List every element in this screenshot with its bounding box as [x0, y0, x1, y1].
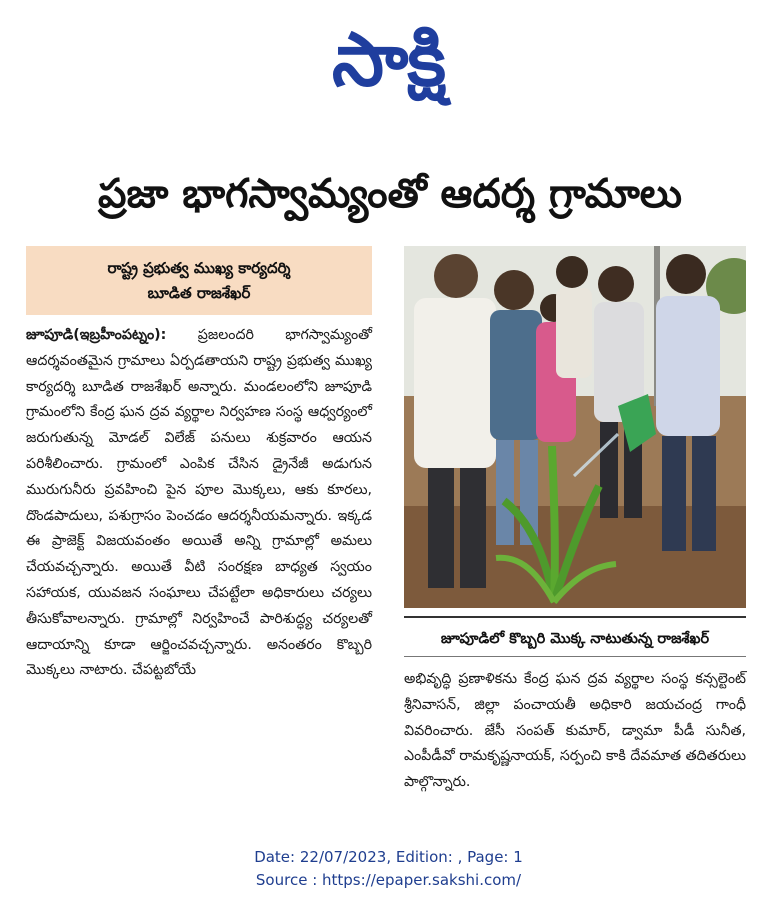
- caption-divider: [404, 656, 746, 657]
- photo-illustration: [404, 246, 746, 608]
- article-body-right: అభివృద్ధి ప్రణాళికను కేంద్ర ఘన ద్రవ వ్యర్థాల సంస్థ కన్సల్టెంట్ శ్రీనివాసన్, జిల్లా పంచాయతీ అధికారి జయచంద్ర గాంధీ వివరించారు. జేసీ సంపత్ కుమార్, డ్వామా పీడీ సునీత, ఎంపీడీవో రామకృష్ణనాయక్, సర్పంచి కాకి దేవమాత తదితరులు పాల్గొన్నారు.: [404, 671, 746, 791]
- article-subhead: [26, 246, 372, 315]
- article-body-left-text: ప్రజలందరి భాగస్వామ్యంతో ఆదర్శవంతమైన గ్రామాలు ఏర్పడతాయని రాష్ట్ర ప్రభుత్వ ముఖ్య కార్యదర్శి బూడిత రాజశేఖర్ అన్నారు. మండలంలోని జూపూడి గ్రామంలోని కేంద్ర ఘన ద్రవ వ్యర్థాల నిర్వహణ సంస్థ ఆధ్వర్యంలో జరుగుతున్న మోడల్ విలేజ్ పనులు శుక్రవారం ఆయన పరిశీలించారు. గ్రామంలో ఎంపిక చేసిన డ్రైనేజీ అడుగున మురుగునీరు ప్రవహించి పైన పూల మొక్కలు, ఆకు కూరలు, దొండపాదులు, పశుగ్రాసం పెంచడం ఆదర్శనీయమన్నారు. ఇక్కడ ఈ ప్రాజెక్ట్ విజయవంతం అయితే అన్ని గ్రామాల్లో అమలు చేయవచ్చన్నారు. అయితే వీటి సంరక్షణ బాధ్యత స్వయం సహాయక, యువజన సంఘాలు చేపట్టేలా అధికారులు చర్యలు తీసుకోవాలన్నారు. గ్రామాల్లో నిర్వహించే పారిశుద్ధ్య చర్యలతో ఆదాయాన్ని కూడా ఆర్జించవచ్చన్నారు. అనంతరం కొబ్బరి మొక్కలు నాటారు. చేపట్టబోయే: [26, 327, 372, 679]
- article-dateline: జూపూడి(ఇబ్రహీంపట్నం):: [26, 327, 167, 343]
- left-column: [26, 246, 372, 684]
- right-column: [404, 246, 746, 796]
- article-body-left: [26, 323, 372, 684]
- article-headline: ప్రజా భాగస్వామ్యంతో ఆదర్శ గ్రామాలు: [98, 171, 682, 217]
- subhead-line-name: బూడిత రాజశేఖర్: [147, 284, 251, 302]
- article-photo: [404, 246, 746, 608]
- subhead-line-title: రాష్ట్ర ప్రభుత్వ ముఖ్య కార్యదర్శి: [107, 259, 291, 277]
- footer-info: [0, 846, 777, 892]
- photo-caption: జూపూడిలో కొబ్బరి మొక్క నాటుతున్న రాజశేఖర్: [404, 616, 746, 650]
- masthead: [0, 10, 777, 110]
- footer-date-line: Date: 22/07/2023, Edition: , Page: 1: [254, 848, 523, 866]
- newspaper-logo: సాక్షి: [332, 17, 445, 103]
- footer-source-line: Source : https://epaper.sakshi.com/: [255, 871, 522, 889]
